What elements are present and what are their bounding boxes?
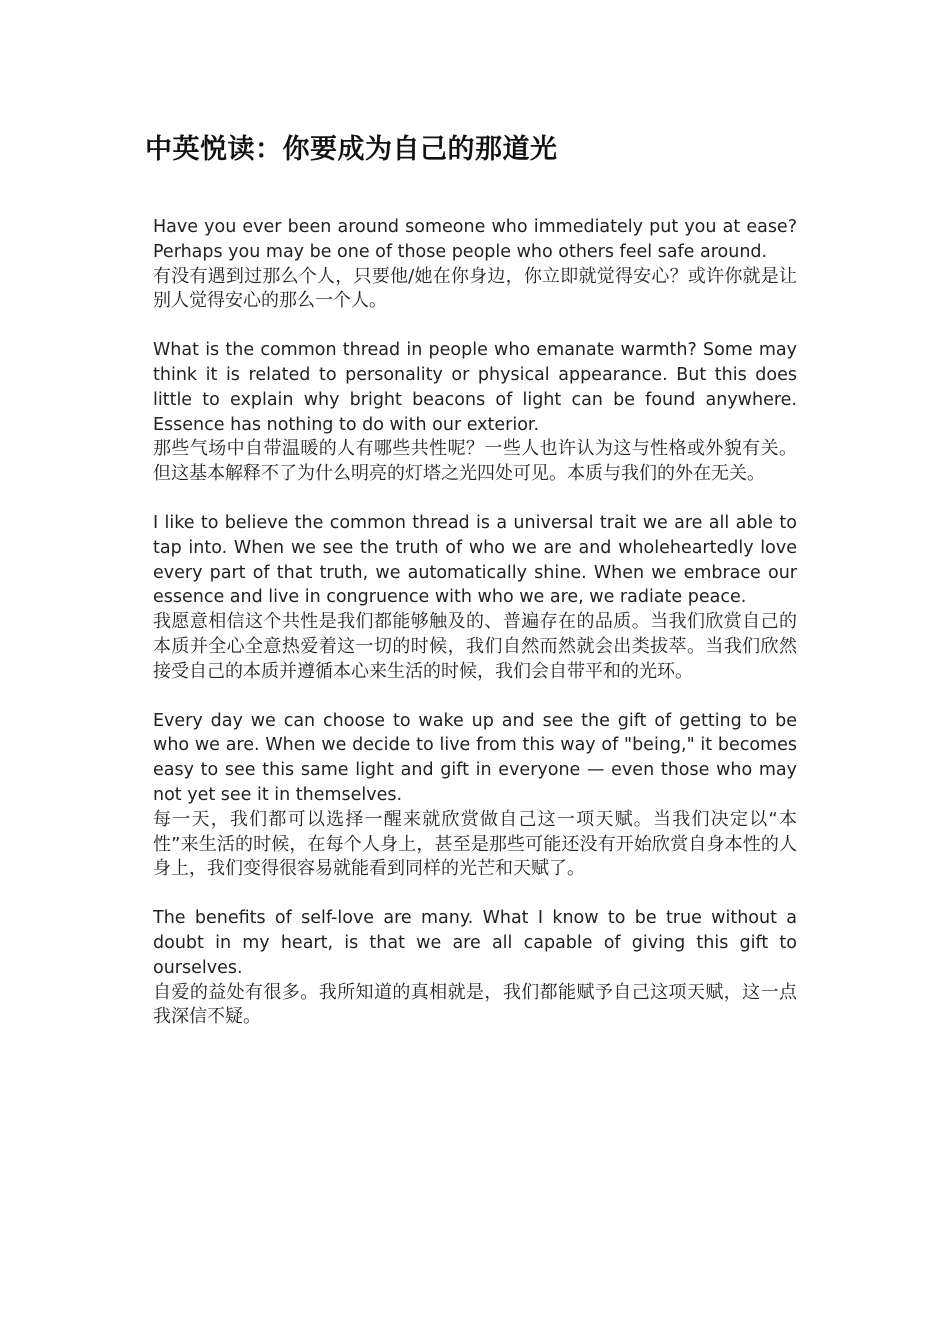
english-text: Have you ever been around someone who immediately put you at ease? Perhaps you may be one of those people who others feel safe around.: [153, 217, 797, 262]
document-body: [153, 215, 797, 1054]
paragraph-4: [153, 709, 797, 883]
chinese-text: 那些气场中自带温暖的人有哪些共性呢？一些人也许认为这与性格或外貌有关。但这基本解释不了为什么明亮的灯塔之光四处可见。本质与我们的外在无关。: [153, 438, 797, 485]
document-title: 中英悦读：你要成为自己的那道光: [145, 134, 558, 165]
chinese-text: 有没有遇到过那么个人，只要他/她在你身边，你立即就觉得安心？或许你就是让别人觉得安心的那么一个人。: [153, 265, 797, 312]
chinese-text: 自爱的益处有很多。我所知道的真相就是，我们都能赋予自己这项天赋，这一点我深信不疑。: [153, 981, 797, 1028]
english-text: What is the common thread in people who emanate warmth? Some may think it is related to personality or physical appearance. But this does little to explain why bright beacons of light can be found anywhere. Essence has nothing to do with our exterior.: [153, 340, 797, 435]
paragraph-1: [153, 215, 797, 314]
english-text: Every day we can choose to wake up and see the gift of getting to be who we are. When we decide to live from this way of "being," it becomes easy to see this same light and gift in everyone — even those who may not yet see it in themselves.: [153, 710, 797, 805]
english-text: I like to believe the common thread is a universal trait we are all able to tap into. When we see the truth of who we are and wholeheartedly love every part of that truth, we automatically shine. When we embrace our essence and live in congruence with who we are, we radiate peace.: [153, 512, 797, 608]
paragraph-5: [153, 906, 797, 1030]
chinese-text: 我愿意相信这个共性是我们都能够触及的、普遍存在的品质。当我们欣赏自己的本质并全心全意热爱着这一切的时候，我们自然而然就会出类拔萃。当我们欣然接受自己的本质并遵循本心来生活的时候，我们会自带平和的光环。: [153, 611, 797, 682]
chinese-text: 每一天，我们都可以选择一醒来就欣赏做自己这一项天赋。当我们决定以“本性”来生活的时候，在每个人身上，甚至是那些可能还没有开始欣赏自身本性的人身上，我们变得很容易就能看到同样的光芒和天赋了。: [153, 808, 797, 880]
paragraph-3: [153, 511, 797, 685]
english-text: The benefits of self-love are many. What I know to be true without a doubt in my heart, is that we are all capable of giving this gift to ourselves.: [153, 908, 797, 978]
paragraph-2: [153, 338, 797, 487]
